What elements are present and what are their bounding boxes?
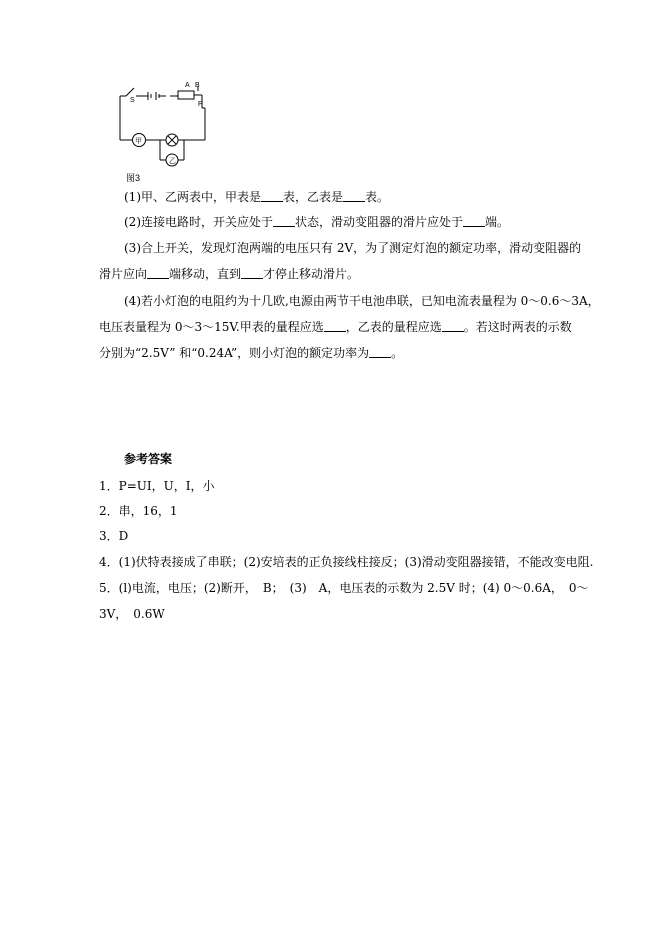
- meter-yi-label: 乙: [169, 158, 176, 165]
- answer-blank: [463, 214, 485, 227]
- question-4-line-2: 电压表量程为 0～3～15V.甲表的量程应选 ，乙表的量程应选 。若这时两表的示数: [99, 320, 572, 334]
- answer-5-line-1: 5．(l)电流，电压；(2)断开， B； (3) A，电压表的示数为 2.5V 时；(4) 0～0.6A， 0～: [99, 581, 589, 595]
- terminal-a-label: A: [185, 82, 190, 89]
- switch-label: S: [130, 97, 135, 104]
- answer-2: 2．串，16，1: [99, 504, 178, 518]
- answer-4: 4．(1)伏特表接成了串联；(2)安培表的正负接线柱接反；(3)滑动变阻器接错，不能改变电阻.: [99, 555, 594, 569]
- answer-blank: [241, 266, 263, 279]
- answer-blank: [273, 214, 295, 227]
- answer-blank: [442, 319, 464, 332]
- meter-jia-label: 甲: [135, 138, 142, 145]
- question-3-line-2: 滑片应向 端移动，直到 才停止移动滑片。: [99, 267, 360, 281]
- answer-3: 3．D: [99, 529, 129, 543]
- figure-caption: 图3: [126, 173, 141, 183]
- answer-blank: [369, 345, 391, 358]
- answers-heading: 参考答案: [124, 452, 173, 466]
- answer-blank: [261, 189, 283, 202]
- question-4-line-1: (4)若小灯泡的电阻约为十几欧,电源由两节干电池串联，已知电流表量程为 0～0.6～3A，: [124, 294, 600, 308]
- answer-5-line-2: 3V， 0.6W: [99, 607, 165, 621]
- question-2: (2)连接电路时，开关应处于 状态，滑动变阻器的滑片应处于 端。: [124, 215, 510, 229]
- answer-1: 1．P=UI，U，I，小: [99, 479, 215, 493]
- question-4-line-3: 分别为“2.5V” 和“0.24A”，则小灯泡的额定功率为 。: [99, 346, 404, 360]
- answer-blank: [324, 319, 346, 332]
- circuit-diagram: [112, 78, 217, 188]
- question-1: (1)甲、乙两表中，甲表是 表，乙表是 表。: [124, 190, 390, 204]
- answer-blank: [343, 189, 365, 202]
- terminal-b-label: B: [195, 82, 200, 89]
- slider-p-label: P: [198, 101, 203, 108]
- question-3-line-1: (3)合上开关，发现灯泡两端的电压只有 2V，为了测定灯泡的额定功率，滑动变阻器的: [124, 241, 582, 255]
- answer-blank: [147, 266, 169, 279]
